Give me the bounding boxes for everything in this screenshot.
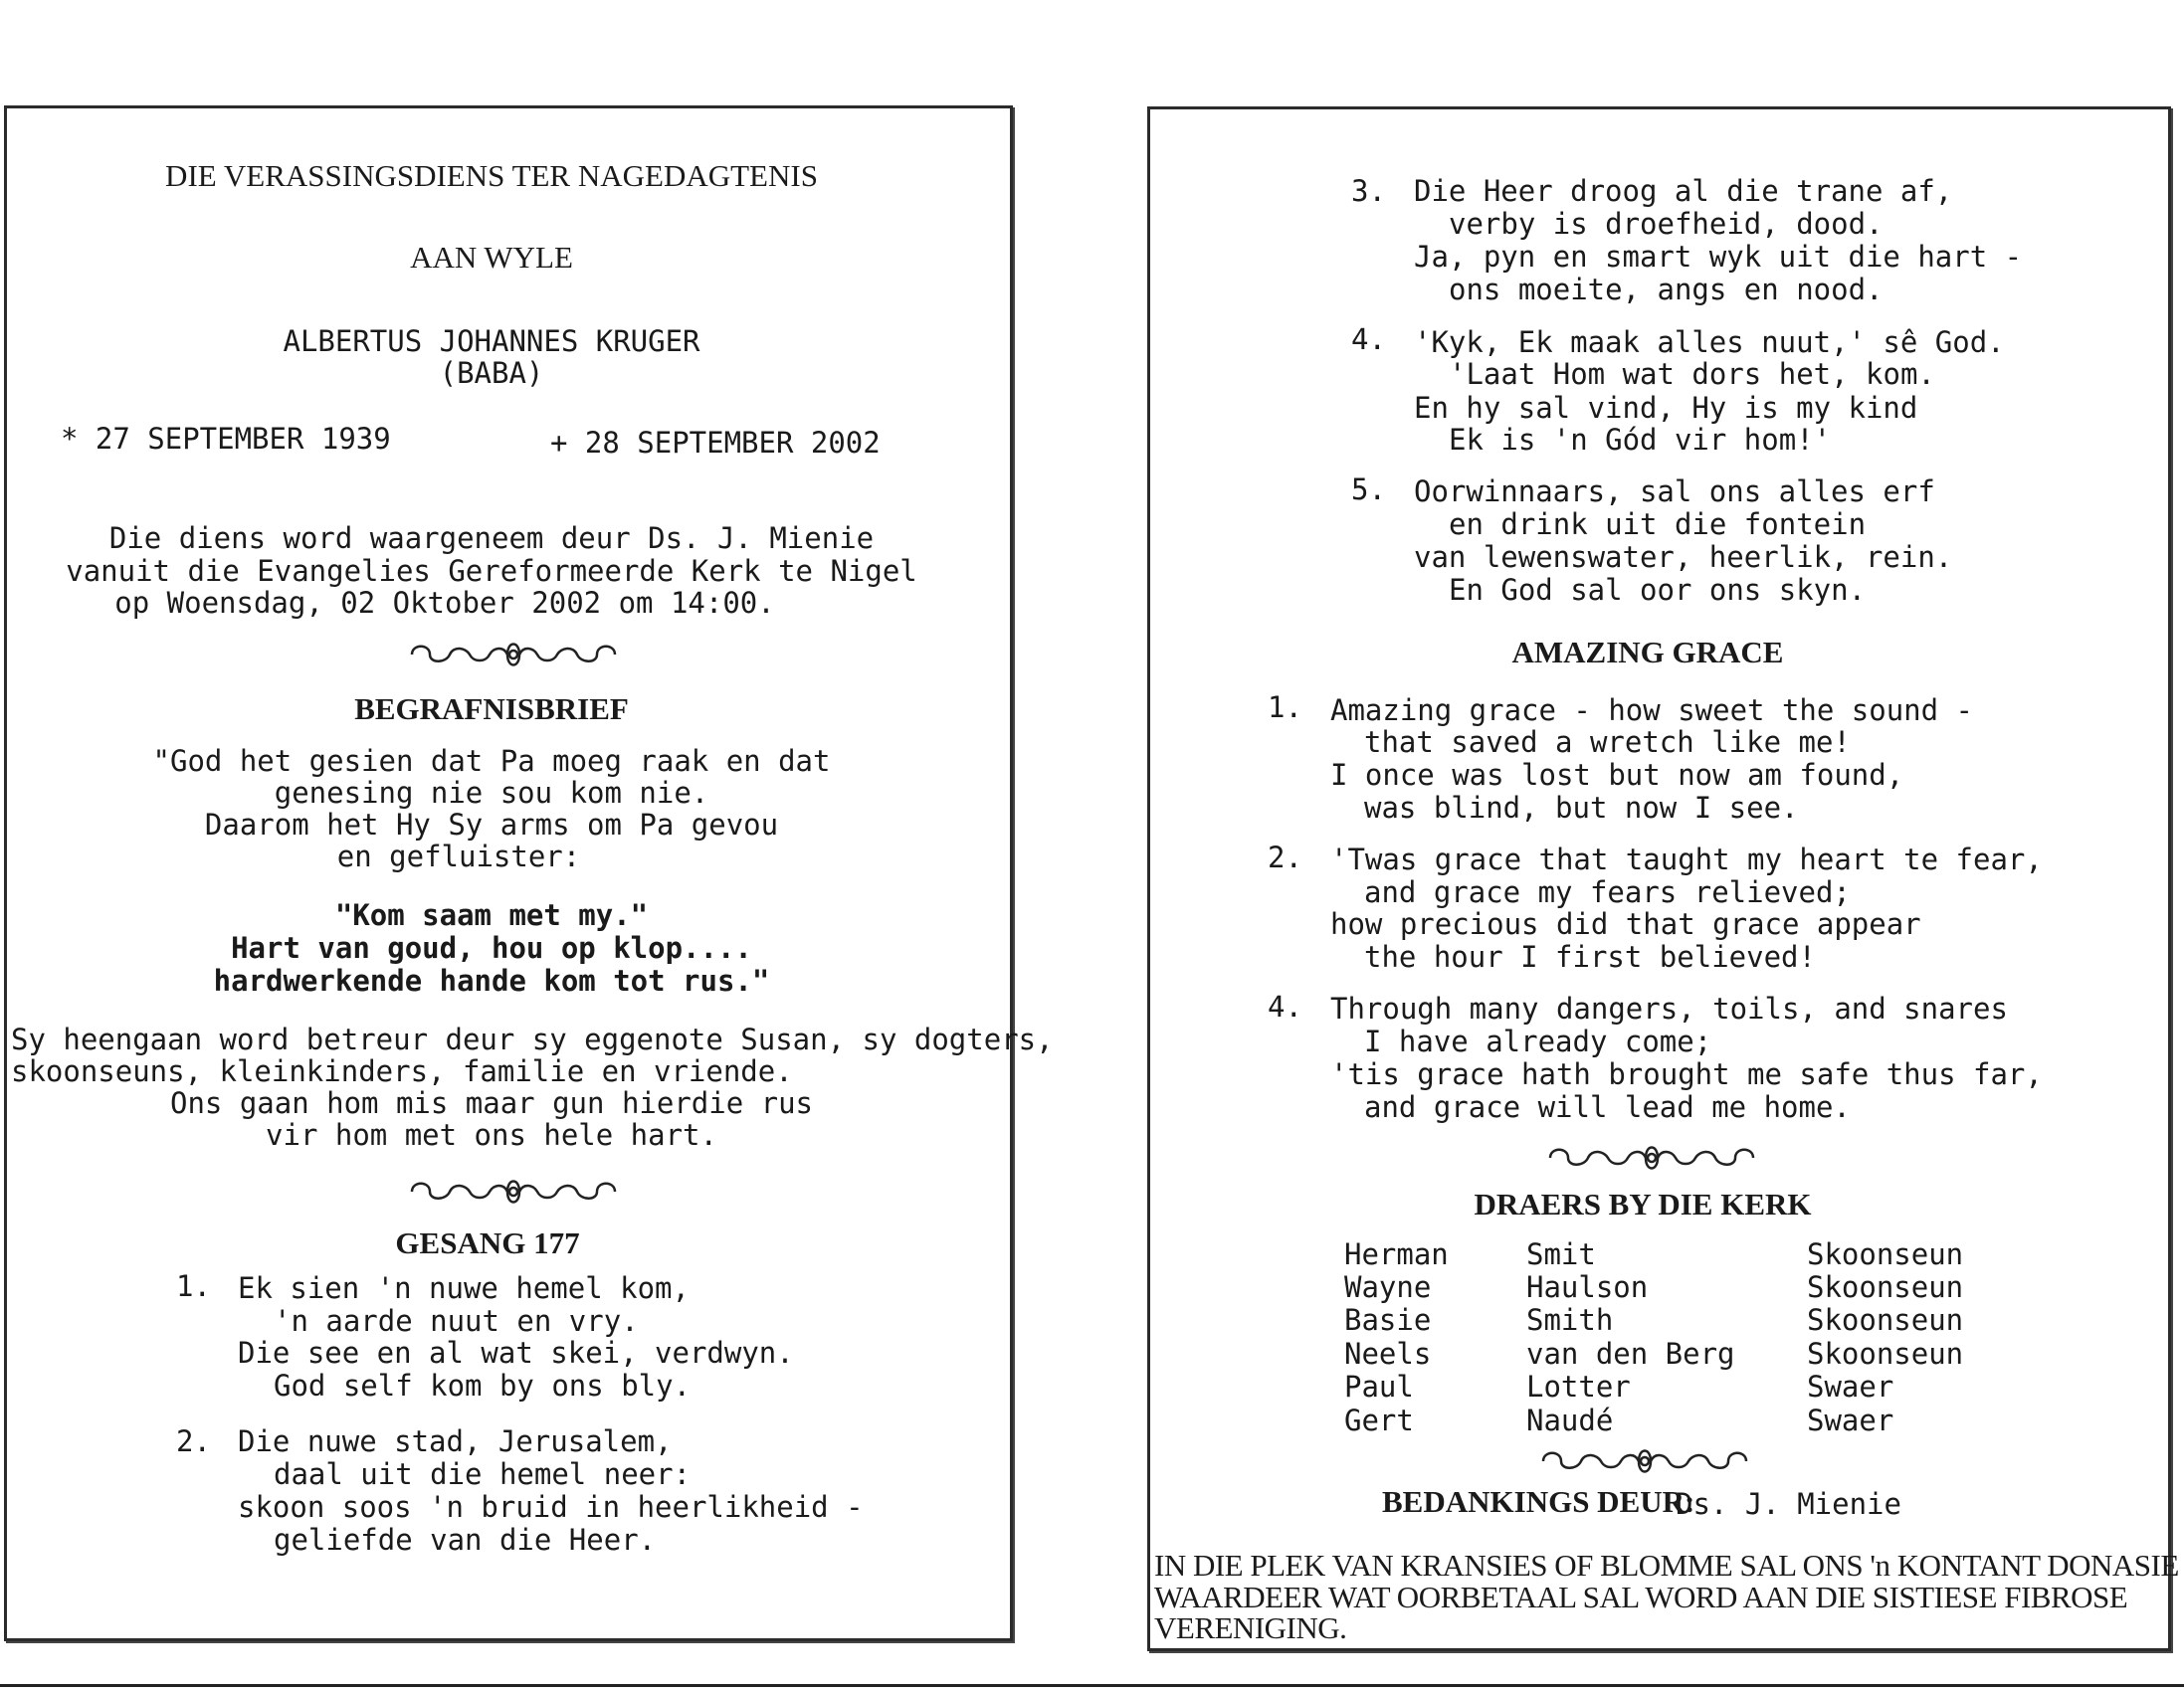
verse-line: was blind, but now I see.	[1364, 791, 1799, 825]
verse-line: God self kom by ons bly.	[274, 1369, 692, 1403]
bearer-surname: Lotter	[1526, 1370, 1631, 1404]
letter-line-3: Daarom het Hy Sy arms om Pa gevou	[204, 808, 779, 842]
hymn-title: GESANG 177	[395, 1225, 580, 1260]
verse-line: 'n aarde nuut en vry.	[274, 1304, 639, 1338]
verse-number: 2.	[1268, 841, 1302, 874]
verse-line: 'Laat Hom wat dors het, kom.	[1449, 357, 1935, 391]
mourning-line-2: skoonseuns, kleinkinders, familie en vriende.	[11, 1054, 793, 1088]
bearer-surname: Smith	[1526, 1303, 1614, 1337]
verse-line: Amazing grace - how sweet the sound -	[1330, 693, 1974, 727]
birth-date: * 27 SEPTEMBER 1939	[61, 422, 391, 456]
verse-number: 4.	[1268, 990, 1302, 1024]
deceased-name: ALBERTUS JOHANNES KRUGER	[283, 324, 700, 358]
mourning-line-4: vir hom met ons hele hart.	[266, 1118, 717, 1152]
verse-line: verby is droefheid, dood.	[1449, 207, 1884, 241]
verse-line: and grace will lead me home.	[1364, 1090, 1851, 1124]
bearers-title: DRAERS BY DIE KERK	[1474, 1187, 1812, 1221]
right-page	[1147, 106, 2179, 1651]
verse-line: the hour I first believed!	[1364, 940, 1816, 974]
verse-line: that saved a wretch like me!	[1364, 725, 1851, 759]
verse-line: how precious did that grace appear	[1330, 907, 1921, 941]
verse-number: 1.	[1268, 690, 1302, 724]
bearer-relation: Skoonseun	[1807, 1303, 1964, 1337]
donation-line-3: VERENIGING.	[1154, 1610, 1347, 1645]
verse-line: geliefde van die Heer.	[274, 1523, 657, 1557]
verse-line: van lewenswater, heerlik, rein.	[1414, 540, 1953, 574]
verse-number: 3.	[1351, 174, 1386, 208]
quote-line-2: Hart van goud, hou op klop....	[231, 931, 752, 965]
verse-line: daal uit die hemel neer:	[274, 1457, 692, 1491]
bearer-first-name: Neels	[1344, 1337, 1432, 1371]
service-line-3: op Woensdag, 02 Oktober 2002 om 14:00.	[114, 586, 775, 620]
thanks-name: Ds. J. Mienie	[1676, 1487, 1901, 1521]
verse-line: Ek is 'n Gód vir hom!'	[1449, 423, 1832, 457]
donation-line-1: IN DIE PLEK VAN KRANSIES OF BLOMME SAL ONS 'n KONTANT DONASIE	[1154, 1548, 2179, 1583]
verse-line: Oorwinnaars, sal ons alles erf	[1414, 474, 1935, 508]
verse-line: Die see en al wat skei, verdwyn.	[238, 1336, 794, 1370]
page-bottom-rule	[0, 1684, 2184, 1687]
bearer-relation: Swaer	[1807, 1404, 1894, 1437]
verse-line: En hy sal vind, Hy is my kind	[1414, 391, 1918, 425]
verse-line: 'Twas grace that taught my heart te fear,	[1330, 843, 2043, 876]
aan-wyle: AAN WYLE	[410, 240, 573, 275]
ornament-divider-icon	[1542, 1141, 1761, 1175]
bearer-relation: Skoonseun	[1807, 1237, 1964, 1271]
bearer-surname: Smit	[1526, 1237, 1596, 1271]
verse-line: Through many dangers, toils, and snares	[1330, 992, 2008, 1026]
mourning-line-1: Sy heengaan word betreur deur sy eggenote Susan, sy dogters,	[11, 1023, 1054, 1056]
bearer-surname: Naudé	[1526, 1404, 1614, 1437]
ornament-divider-icon	[404, 638, 623, 671]
service-line-1: Die diens word waargeneem deur Ds. J. Mienie	[108, 521, 875, 555]
bearer-relation: Skoonseun	[1807, 1337, 1964, 1371]
verse-number: 5.	[1351, 472, 1386, 506]
mourning-line-3: Ons gaan hom mis maar gun hierdie rus	[169, 1086, 814, 1120]
verse-line: 'tis grace hath brought me safe thus far,	[1330, 1057, 2043, 1091]
ornament-divider-icon	[404, 1175, 623, 1209]
ornament-divider-icon	[1535, 1444, 1754, 1478]
bearer-first-name: Herman	[1344, 1237, 1449, 1271]
bearer-relation: Skoonseun	[1807, 1270, 1964, 1304]
amazing-grace-title: AMAZING GRACE	[1511, 635, 1784, 669]
verse-line: I have already come;	[1364, 1025, 1712, 1058]
thanks-label: BEDANKINGS DEUR:	[1382, 1484, 1695, 1519]
letter-title: BEGRAFNISBRIEF	[354, 691, 629, 726]
service-heading: DIE VERASSINGSDIENS TER NAGEDAGTENIS	[165, 158, 818, 193]
verse-line: en drink uit die fontein	[1449, 507, 1867, 541]
bearer-first-name: Basie	[1344, 1303, 1432, 1337]
donation-line-2: WAARDEER WAT OORBETAAL SAL WORD AAN DIE SISTIESE FIBROSE	[1154, 1580, 2128, 1614]
letter-line-1: "God het gesien dat Pa moeg raak en dat	[152, 744, 831, 778]
death-date: + 28 SEPTEMBER 2002	[550, 426, 881, 460]
verse-line: Ja, pyn en smart wyk uit die hart -	[1414, 240, 2023, 274]
deceased-nickname: (BABA)	[439, 356, 544, 390]
verse-number: 4.	[1351, 322, 1386, 356]
verse-line: 'Kyk, Ek maak alles nuut,' sê God.	[1414, 325, 2005, 359]
bearer-surname: Haulson	[1526, 1270, 1649, 1304]
verse-number: 1.	[176, 1269, 211, 1303]
verse-line: Ek sien 'n nuwe hemel kom,	[238, 1271, 690, 1305]
bearer-surname: van den Berg	[1526, 1337, 1735, 1371]
verse-line: Die nuwe stad, Jerusalem,	[238, 1424, 673, 1458]
letter-line-2: genesing nie sou kom nie.	[274, 776, 709, 810]
left-page	[4, 105, 1054, 1641]
bearer-first-name: Paul	[1344, 1370, 1414, 1404]
verse-line: I once was lost but now am found,	[1330, 758, 1904, 792]
verse-line: Die Heer droog al die trane af,	[1414, 174, 1953, 208]
service-line-2: vanuit die Evangelies Gereformeerde Kerk te Nigel	[66, 554, 917, 588]
letter-line-4: en gefluister:	[336, 840, 581, 873]
bearer-first-name: Wayne	[1344, 1270, 1432, 1304]
quote-line-3: hardwerkende hande kom tot rus."	[213, 964, 770, 998]
bearer-first-name: Gert	[1344, 1404, 1414, 1437]
bearer-relation: Swaer	[1807, 1370, 1894, 1404]
quote-line-1: "Kom saam met my."	[334, 898, 649, 932]
verse-number: 2.	[176, 1424, 211, 1458]
verse-line: En God sal oor ons skyn.	[1449, 573, 1867, 607]
verse-line: and grace my fears relieved;	[1364, 875, 1851, 909]
verse-line: ons moeite, angs en nood.	[1449, 273, 1884, 306]
verse-line: skoon soos 'n bruid in heerlikheid -	[238, 1490, 864, 1524]
